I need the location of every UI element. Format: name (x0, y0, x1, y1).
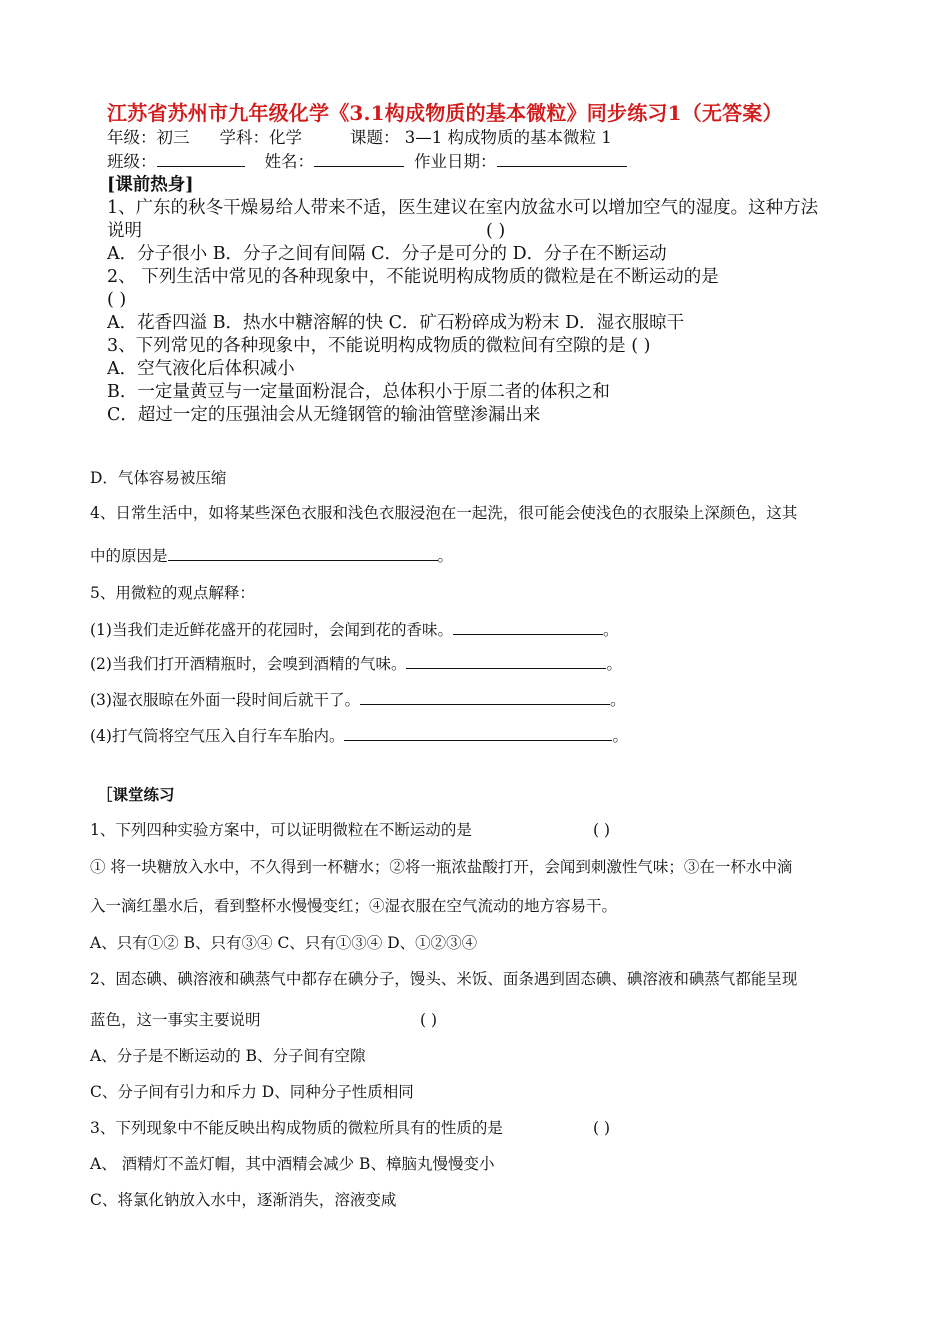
warmup-q4-line2 (90, 544, 453, 566)
meta-row-1 (107, 127, 612, 149)
classwork-q2-line1: 2、固态碘、碘溶液和碘蒸气中都存在碘分子，馒头、米饭、面条遇到固态碘、碘溶液和碘蒸气都能呈现 (90, 970, 798, 988)
classwork-q3-line: 3、下列现象中不能反映出构成物质的微粒所具有的性质的是 (90, 1119, 503, 1137)
class-label: 班级： (107, 152, 157, 171)
page-title: 江苏省苏州市九年级化学《3.1构成物质的基本微粒》同步练习1（无答案） (107, 101, 783, 125)
warmup-q3-line1: 3、下列常见的各种现象中，不能说明构成物质的微粒间有空隙的是 ( ) (107, 336, 651, 356)
warmup-q5-3-text: (3)湿衣服晾在外面一段时间后就干了。 (90, 691, 360, 709)
warmup-q2-options: A．花香四溢 B．热水中糖溶解的快 C．矿石粉碎成为粉末 D．湿衣服晾干 (107, 313, 685, 333)
warmup-q3-option-d: D．气体容易被压缩 (90, 469, 227, 487)
warmup-q5-4-text: (4)打气筒将空气压入自行车车胎内。 (90, 727, 345, 745)
warmup-q3-option-b: B．一定量黄豆与一定量面粉混合，总体积小于原二者的体积之和 (107, 382, 610, 402)
period: 。 (602, 621, 619, 639)
classwork-q2-options-ab: A、分子是不断运动的 B、分子间有空隙 (90, 1047, 366, 1065)
warmup-q5-4 (90, 724, 628, 746)
grade-label: 年级：初三 (107, 128, 190, 147)
warmup-q1-line2 (107, 220, 142, 242)
classwork-q2-answer-paren[interactable]: ( ) (420, 1011, 438, 1029)
classwork-q1-options: A、只有①② B、只有③④ C、只有①③④ D、①②③④ (90, 934, 478, 952)
classwork-heading: ［课堂练习 (97, 785, 175, 804)
warmup-q4-line1: 4、日常生活中，如将某些深色衣服和浅色衣服浸泡在一起洗，很可能会使浅色的衣服染上深颜色，这其 (90, 504, 798, 522)
warmup-q5-1-text: (1)当我们走近鲜花盛开的花园时，会闻到花的香味。 (90, 621, 453, 639)
classwork-q1-detail2: 入一滴红墨水后，看到整杯水慢慢变红；④湿衣服在空气流动的地方容易干。 (90, 897, 618, 915)
warmup-heading: [课前热身] (107, 175, 194, 195)
period: 。 (609, 691, 626, 709)
warmup-q1-options: A．分子很小 B．分子之间有间隔 C．分子是可分的 D．分子在不断运动 (107, 244, 667, 264)
name-label: 姓名： (264, 152, 314, 171)
warmup-q2-answer-paren[interactable]: ( ) (107, 290, 127, 310)
warmup-q5-4-blank[interactable] (344, 724, 612, 741)
warmup-q3-option-a: A．空气液化后体积减小 (107, 359, 295, 379)
warmup-q4-period: 。 (437, 547, 454, 565)
warmup-q4-answer-blank[interactable] (168, 544, 438, 561)
classwork-q2-options-cd: C、分子间有引力和斥力 D、同种分子性质相同 (90, 1083, 414, 1101)
subject-label: 学科：化学 (219, 128, 302, 147)
date-label: 作业日期： (414, 152, 497, 171)
meta-row-2 (107, 150, 627, 173)
date-blank[interactable] (497, 150, 627, 167)
period: 。 (606, 655, 622, 673)
class-blank[interactable] (157, 150, 245, 167)
warmup-q3-option-c: C．超过一定的压强油会从无缝钢管的输油管壁渗漏出来 (107, 405, 541, 425)
name-blank[interactable] (314, 150, 404, 167)
warmup-q5-1 (90, 618, 618, 640)
classwork-q1-detail1: ① 将一块糖放入水中，不久得到一杯糖水；②将一瓶浓盐酸打开，会闻到刺激性气味；③在一杯水中滴 (90, 858, 793, 876)
warmup-q1-line1: 1、广东的秋冬干燥易给人带来不适，医生建议在室内放盆水可以增加空气的湿度。这种方法 (107, 198, 819, 218)
warmup-q1-answer-paren[interactable]: ( ) (486, 221, 506, 241)
classwork-q1-answer-paren[interactable]: ( ) (593, 821, 611, 839)
warmup-q4-stem: 中的原因是 (90, 547, 168, 565)
classwork-q3-options-ab: A、 酒精灯不盖灯帽，其中酒精会减少 B、樟脑丸慢慢变小 (90, 1155, 495, 1173)
warmup-q5-2 (90, 652, 622, 674)
classwork-q3-option-c: C、将氯化钠放入水中，逐渐消失，溶液变咸 (90, 1191, 397, 1209)
topic-label: 课题： 3—1 构成物质的基本微粒 1 (350, 128, 612, 147)
warmup-q5-stem: 5、用微粒的观点解释： (90, 584, 255, 602)
classwork-q1-line: 1、下列四种实验方案中，可以证明微粒在不断运动的是 (90, 821, 472, 839)
warmup-q5-1-blank[interactable] (453, 618, 603, 635)
warmup-q2-line1: 2、 下列生活中常见的各种现象中，不能说明构成物质的微粒是在不断运动的是 (107, 267, 719, 287)
warmup-q5-3 (90, 688, 625, 710)
warmup-q5-2-text: (2)当我们打开酒精瓶时，会嗅到酒精的气味。 (90, 655, 407, 673)
warmup-q5-2-blank[interactable] (406, 652, 606, 669)
warmup-q1-stem-end: 说明 (107, 221, 142, 241)
period: 。 (612, 727, 628, 745)
classwork-q3-answer-paren[interactable]: ( ) (593, 1119, 611, 1137)
classwork-q2-line2: 蓝色，这一事实主要说明 (90, 1011, 261, 1029)
warmup-q5-3-blank[interactable] (360, 688, 610, 705)
